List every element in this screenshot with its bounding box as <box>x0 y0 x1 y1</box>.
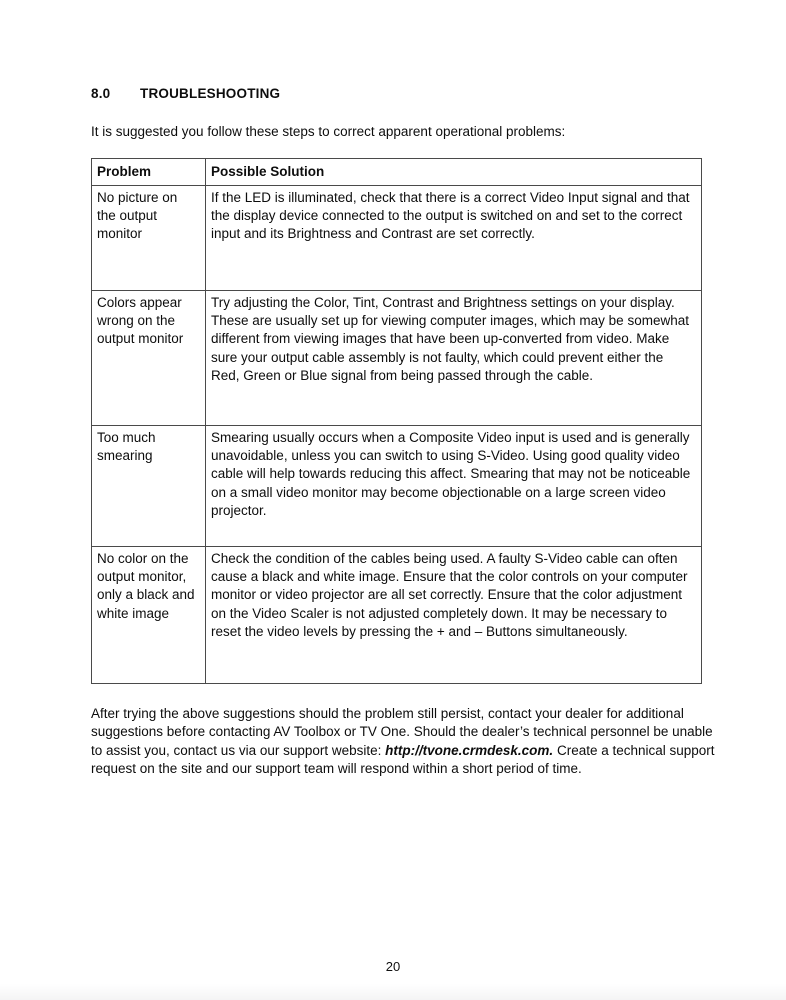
table-row <box>92 291 702 426</box>
solution-cell: Smearing usually occurs when a Composite Video input is used and is generally unavoidable, unless you can switch to using S-Video. Using good quality video cable will help towards reducing this affect. Smearing that may not be noticeable on a small video monitor may become objectionable on a large screen video projector. <box>206 426 702 547</box>
intro-paragraph: It is suggested you follow these steps to correct apparent operational problems: <box>91 124 566 139</box>
section-heading <box>91 86 724 101</box>
support-website-url: http://tvone.crmdesk.com. <box>385 742 554 758</box>
table-header <box>92 159 702 186</box>
closing-paragraph <box>91 705 724 778</box>
solution-cell: Check the condition of the cables being used. A faulty S-Video cable can often cause a black and white image. Ensure that the color controls on your computer monitor or video projector are all set correctly. Ensure that the color adjustment on the Video Scaler is not adjusted completely down. It may be necessary to reset the video levels by pressing the + and – Buttons simultaneously. <box>206 547 702 684</box>
page-bottom-edge <box>0 984 786 1000</box>
closing-text-after-url: Create a technical support request on the site and our support team will respond within a short period of time. <box>91 742 715 776</box>
problem-cell: No picture on the output monitor <box>92 186 206 291</box>
troubleshooting-table <box>91 158 702 684</box>
closing-text-before-url: After trying the above suggestions should the problem still persist, contact your dealer for additional suggestions before contacting AV Toolbox or TV One. Should the dealer’s technical personnel be unable to assist you, contact us via our support website: <box>91 706 713 758</box>
problem-cell: Colors appear wrong on the output monitor <box>92 291 206 426</box>
problem-column-header: Problem <box>92 159 206 186</box>
problem-cell: No color on the output monitor, only a black and white image <box>92 547 206 684</box>
problem-cell: Too much smearing <box>92 426 206 547</box>
table-body <box>92 186 702 684</box>
table-header-row <box>92 159 702 186</box>
solution-cell: Try adjusting the Color, Tint, Contrast and Brightness settings on your display. These are usually set up for viewing computer images, which may be somewhat different from viewing images that have been up-converted from video. Make sure your output cable assembly is not faulty, which could prevent either the Red, Green or Blue signal from being passed through the cable. <box>206 291 702 426</box>
table-row <box>92 426 702 547</box>
table-row <box>92 186 702 291</box>
solution-column-header: Possible Solution <box>206 159 702 186</box>
solution-cell: If the LED is illuminated, check that there is a correct Video Input signal and that the display device connected to the output is switched on and set to the correct input and its Brightness and Contrast are set correctly. <box>206 186 702 291</box>
page-number: 20 <box>385 959 401 974</box>
section-number: 8.0 <box>91 86 111 101</box>
section-title: TROUBLESHOOTING <box>140 86 281 101</box>
table-row <box>92 547 702 684</box>
